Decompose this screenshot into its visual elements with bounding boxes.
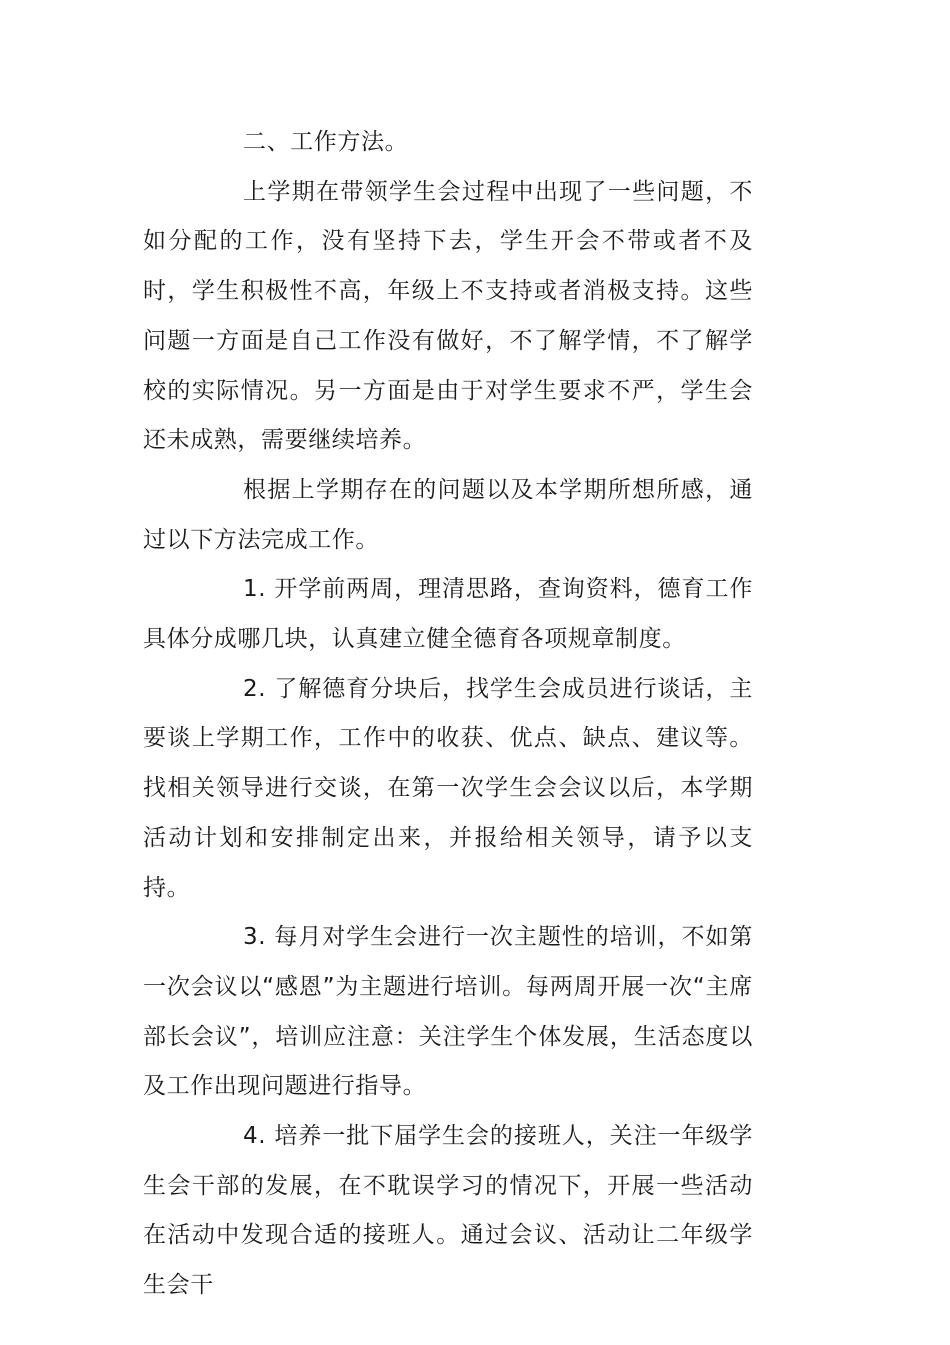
paragraph-previous-semester-problems: 上学期在带领学生会过程中出现了一些问题，不如分配的工作，没有坚持下去，学生开会不带或者不及时，学生积极性不高，年级上不支持或者消极支持。这些问题一方面是自己工作没有做好，不了解学情，不了解学校的实际情况。另一方面是由于对学生要求不严，学生会还未成熟，需要继续培养。 (143, 178, 753, 454)
paragraph-methods-intro: 根据上学期存在的问题以及本学期所想所感，通过以下方法完成工作。 (143, 476, 753, 553)
document-body (143, 118, 753, 1311)
paragraph-item-2: 2. 了解德育分块后，找学生会成员进行谈话，主要谈上学期工作，工作中的收获、优点、缺点、建议等。找相关领导进行交谈，在第一次学生会会议以后，本学期活动计划和安排制定出来，并报给相关领导，请予以支持。 (143, 675, 753, 901)
paragraph-item-1: 1. 开学前两周，理清思路，查询资料，德育工作具体分成哪几块，认真建立健全德育各项规章制度。 (143, 576, 753, 653)
paragraph-item-4: 4. 培养一批下届学生会的接班人，关注一年级学生会干部的发展，在不耽误学习的情况下，开展一些活动在活动中发现合适的接班人。通过会议、活动让二年级学生会干 (143, 1123, 753, 1299)
section-heading: 二、工作方法。 (243, 129, 409, 155)
paragraph-item-3: 3. 每月对学生会进行一次主题性的培训，不如第一次会议以“感恩”为主题进行培训。每两周开展一次“主席部长会议”，培训应注意：关注学生个体发展，生活态度以及工作出现问题进行指导。 (143, 924, 753, 1100)
